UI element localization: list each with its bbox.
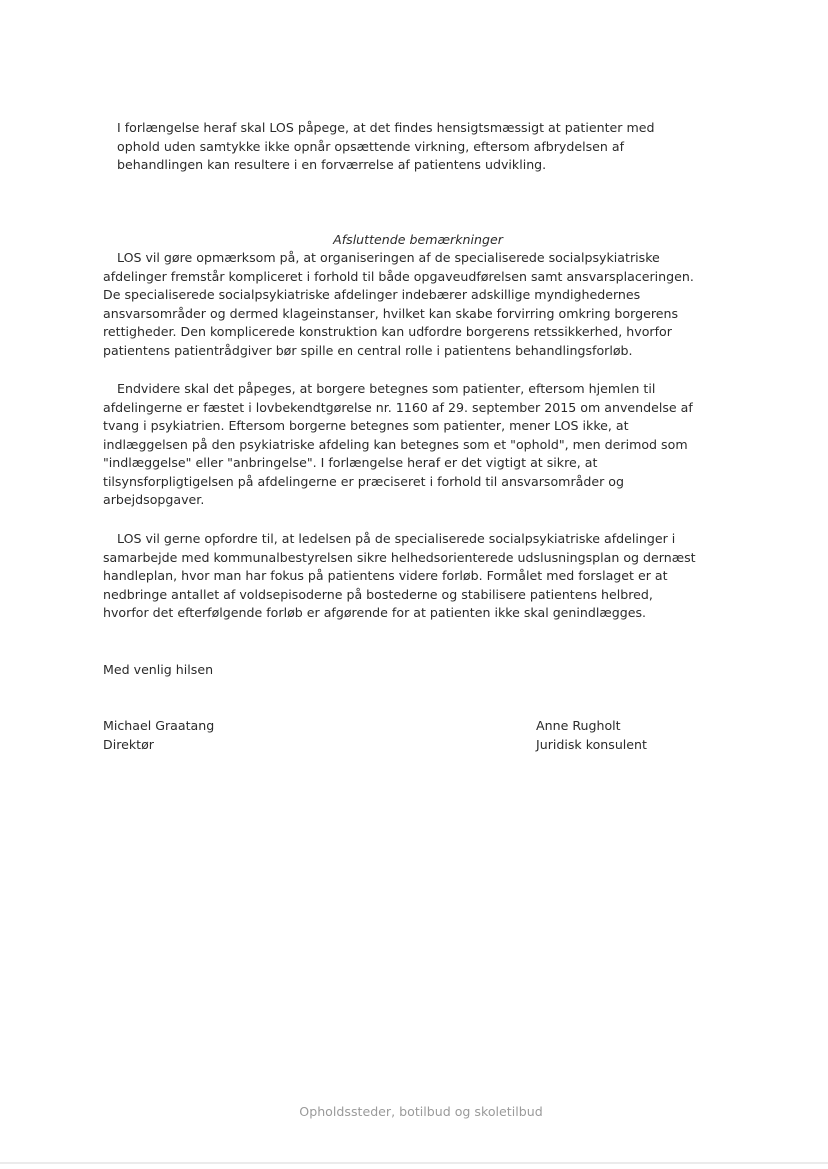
- paragraph-line: tvang i psykiatrien. Eftersom borgerne betegnes som patienter, mener LOS ikke, at: [103, 418, 629, 433]
- section-heading: Afsluttende bemærkninger: [333, 232, 503, 247]
- paragraph-line: De specialiserede socialpsykiatriske afdelinger indebærer adskillige myndighedernes: [103, 287, 641, 302]
- paragraph-line: samarbejde med kommunalbestyrelsen sikre helhedsorienterede udslusningsplan og dernæst: [103, 549, 696, 565]
- paragraph-line: tilsynsforpligtigelsen på afdelingerne er præciseret i forhold til ansvarsområder og: [103, 473, 624, 489]
- paragraph-line: hvorfor det efterfølgende forløb er afgørende for at patienten ikke skal genindlægges.: [103, 605, 647, 620]
- signatory-left: [103, 717, 214, 754]
- paragraph-line: ophold uden samtykke ikke opnår opsættende virkning, eftersom afbrydelsen af: [117, 138, 625, 154]
- paragraph-line: Endvidere skal det påpeges, at borgere betegnes som patienter, eftersom hjemlen til: [117, 381, 656, 396]
- paragraph-line: I forlængelse heraf skal LOS påpege, at det findes hensigtsmæssigt at patienter med: [117, 120, 655, 135]
- paragraph-line: "indlæggelse" eller "anbringelse". I forlængelse heraf er det vigtigt at sikre, at: [103, 455, 598, 470]
- paragraph-line: handleplan, hvor man har fokus på patientens videre forløb. Formålet med forslaget er at: [103, 568, 668, 583]
- signatory-name: Michael Graatang: [103, 718, 215, 733]
- scan-edge-divider: [0, 1162, 828, 1164]
- signatory-title: Direktør: [103, 736, 154, 752]
- paragraph-patients: [103, 380, 693, 510]
- paragraph-intro: [117, 119, 654, 175]
- paragraph-line: nedbringe antallet af voldsepisoderne på bostederne og stabilisere patientens helbred,: [103, 586, 653, 602]
- paragraph-line: ansvarsområder og dermed klageinstanser, hvilket kan skabe forvirring omkring borgerens: [103, 305, 679, 321]
- paragraph-line: LOS vil gerne opfordre til, at ledelsen på de specialiserede socialpsykiatriske afdelinger i: [117, 531, 676, 546]
- paragraph-line: LOS vil gøre opmærksom på, at organiseringen af de specialiserede socialpsykiatriske: [117, 250, 660, 265]
- paragraph-line: afdelinger fremstår kompliceret i forhold til både opgaveudførelsen samt ansvarsplaceringen.: [103, 268, 694, 284]
- paragraph-recommendation: [103, 530, 696, 623]
- paragraph-line: afdelingerne er fæstet i lovbekendtgørelse nr. 1160 af 29. september 2015 om anvendelse af: [103, 399, 693, 415]
- paragraph-line: arbejdsopgaver.: [103, 492, 205, 507]
- paragraph-line: rettigheder. Den komplicerede konstruktion kan udfordre borgerens retssikkerhed, hvorfor: [103, 324, 672, 339]
- signatory-right: [536, 717, 647, 754]
- paragraph-line: indlæggelsen på den psykiatriske afdeling kan betegnes som et "ophold", men derimod som: [103, 436, 688, 452]
- page-footer: Opholdssteder, botilbud og skoletilbud: [299, 1104, 543, 1119]
- signatory-title: Juridisk konsulent: [536, 736, 647, 752]
- paragraph-line: patientens patientrådgiver bør spille en central rolle i patientens behandlingsforløb.: [103, 342, 633, 358]
- paragraph-organisation: [103, 249, 694, 360]
- closing-salutation: Med venlig hilsen: [103, 662, 214, 677]
- paragraph-line: behandlingen kan resultere i en forværrelse af patientens udvikling.: [117, 157, 547, 172]
- signatory-name: Anne Rugholt: [536, 718, 621, 733]
